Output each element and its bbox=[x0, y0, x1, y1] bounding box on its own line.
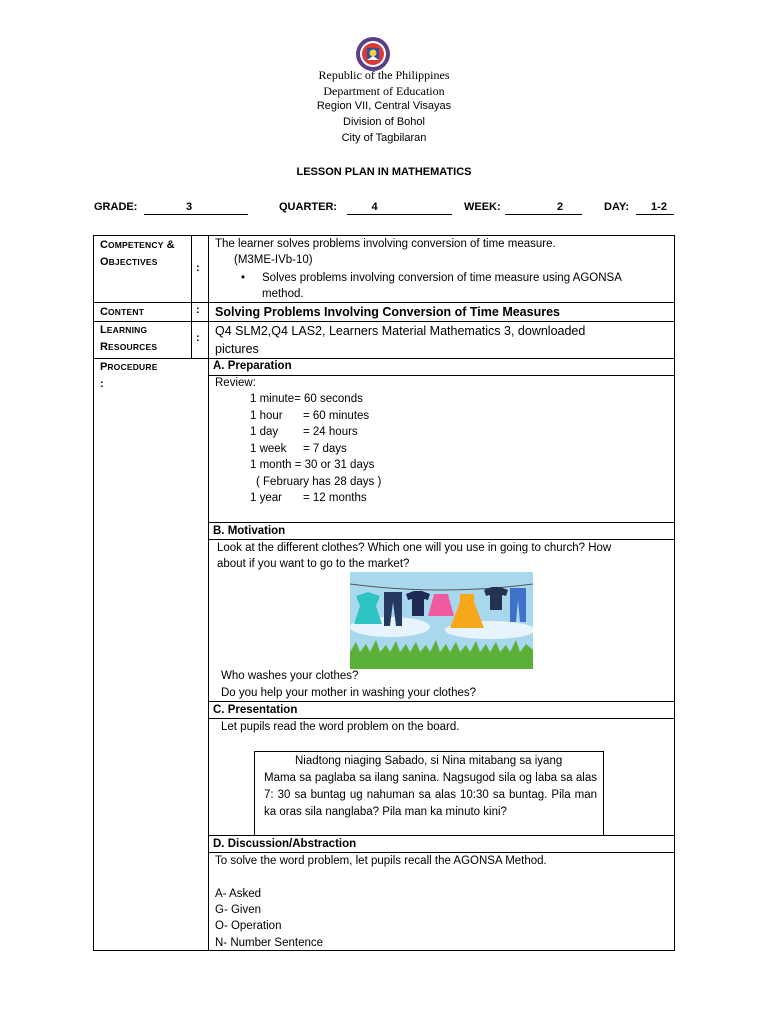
review-label: Review: bbox=[215, 377, 256, 389]
header-department: Department of Education bbox=[323, 84, 445, 98]
competency-colon: : bbox=[196, 262, 200, 274]
header-region: Region VII, Central Visayas bbox=[316, 100, 452, 112]
objective-line1: Solves problems involving conversion of time measure using AGONSA bbox=[262, 272, 622, 284]
agonsa-item-number-sentence: N- Number Sentence bbox=[215, 937, 324, 949]
competency-code: (M3ME-IVb-10) bbox=[234, 254, 313, 266]
header-republic: Republic of the Philippines bbox=[318, 68, 450, 82]
discussion-intro: To solve the word problem, let pupils recall the AGONSA Method. bbox=[215, 855, 547, 867]
review-row: 1 minute= 60 seconds bbox=[250, 393, 363, 405]
motivation-line1: Look at the different clothes? Which one will you use in going to church? How bbox=[217, 542, 612, 554]
week-value: 2 bbox=[556, 201, 564, 213]
quarter-label: QUARTER: bbox=[279, 201, 338, 213]
presentation-heading: C. Presentation bbox=[213, 704, 298, 716]
deped-seal-icon bbox=[355, 36, 391, 72]
review-row: 1 day = 24 hours bbox=[250, 426, 358, 438]
week-label: WEEK: bbox=[464, 201, 501, 213]
header-city: City of Tagbilaran bbox=[341, 132, 427, 144]
header-division: Division of Bohol bbox=[343, 116, 425, 128]
content-colon: : bbox=[196, 304, 200, 316]
review-row: 1 month = 30 or 31 days bbox=[250, 459, 375, 471]
motivation-question2: Do you help your mother in washing your clothes? bbox=[221, 687, 477, 699]
objective-line2: method. bbox=[262, 288, 304, 300]
grade-label: GRADE: bbox=[94, 201, 138, 213]
review-row: 1 hour = 60 minutes bbox=[250, 409, 370, 422]
content-text: Solving Problems Involving Conversion of Time Measures bbox=[215, 305, 560, 319]
day-label: DAY: bbox=[604, 201, 630, 213]
review-row: ( February has 28 days ) bbox=[256, 475, 382, 488]
agonsa-item-operation: O- Operation bbox=[215, 920, 282, 932]
review-row: 1 week = 7 days bbox=[250, 442, 347, 455]
quarter-value: 4 bbox=[371, 201, 378, 213]
competency-label: COMPETENCY & OBJECTIVES bbox=[100, 239, 175, 268]
resources-line2: pictures bbox=[215, 342, 259, 356]
word-problem-line1: Niadtong niaging Sabado, si Nina mitabang sa iyang bbox=[295, 755, 563, 767]
grade-value: 3 bbox=[185, 201, 193, 213]
resources-line1: Q4 SLM2,Q4 LAS2, Learners Material Mathematics 3, downloaded bbox=[215, 324, 586, 338]
presentation-intro: Let pupils read the word problem on the board. bbox=[221, 721, 460, 733]
agonsa-item-given: G- Given bbox=[215, 904, 262, 916]
bullet-icon: • bbox=[241, 272, 246, 284]
motivation-question1: Who washes your clothes? bbox=[221, 670, 359, 682]
motivation-line2: about if you want to go to the market? bbox=[217, 558, 410, 570]
word-problem-text: Mama sa paglaba sa ilang sanina. Nagsugod sila og laba sa alas 7: 30 sa buntag ug nahuman sa alas 10:30 sa buntag. Pila man ka oras sila nanglaba? Pila man ka minuto kini? bbox=[264, 772, 597, 818]
motivation-heading: B. Motivation bbox=[213, 525, 286, 537]
review-conversions bbox=[250, 391, 381, 507]
content-label: CONTENT bbox=[100, 306, 145, 318]
clothesline-picture bbox=[350, 572, 533, 669]
day-value: 1-2 bbox=[651, 201, 667, 213]
procedure-label: PROCEDURE : bbox=[100, 361, 158, 390]
preparation-heading: A. Preparation bbox=[213, 360, 292, 372]
word-problem-box bbox=[254, 751, 604, 836]
review-row: 1 year = 12 months bbox=[250, 492, 367, 504]
resources-label: LEARNING RESOURCES bbox=[100, 324, 158, 353]
resources-colon: : bbox=[196, 332, 200, 344]
discussion-heading: D. Discussion/Abstraction bbox=[213, 838, 357, 850]
page-title: LESSON PLAN IN MATHEMATICS bbox=[296, 166, 472, 178]
agonsa-item-asked: A- Asked bbox=[215, 888, 262, 900]
competency-text: The learner solves problems involving conversion of time measure. bbox=[215, 238, 556, 250]
